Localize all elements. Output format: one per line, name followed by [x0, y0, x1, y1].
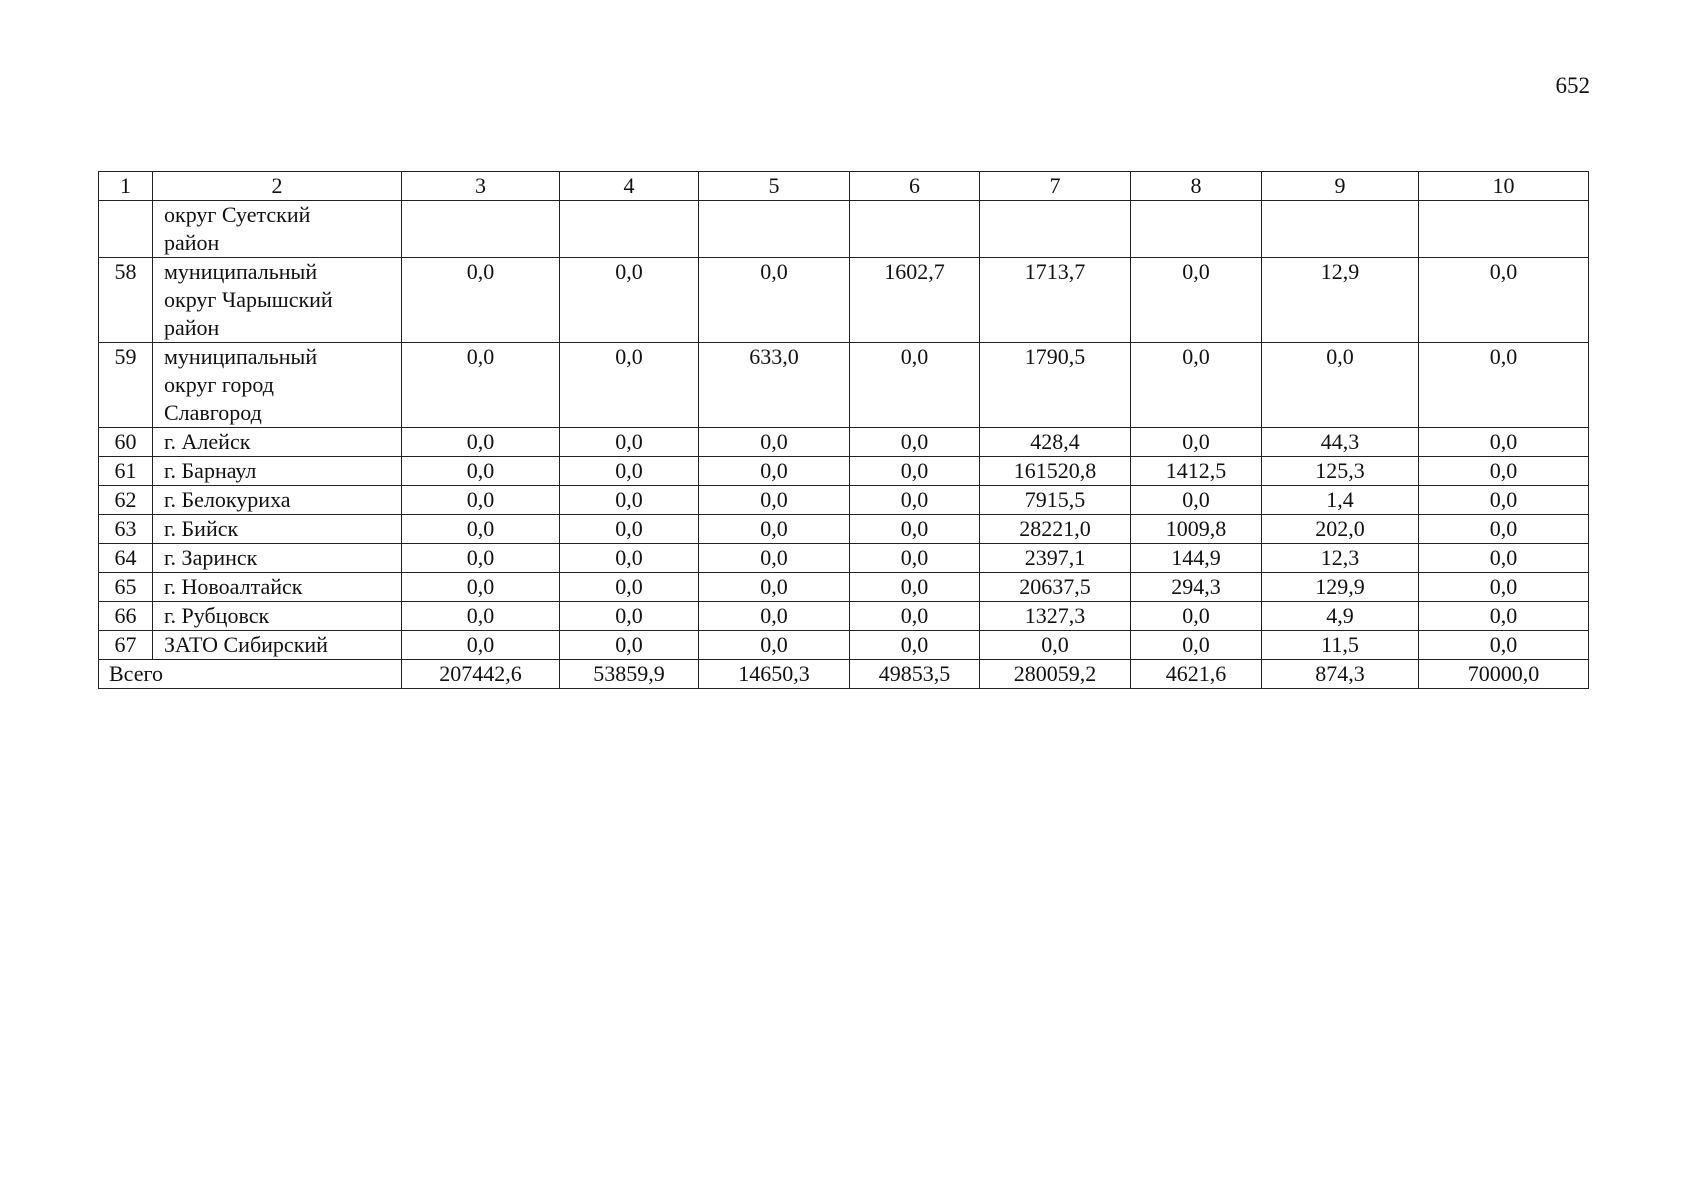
data-table — [98, 171, 1589, 689]
value-cell-col-5: 0,0 — [699, 515, 850, 544]
municipality-name — [153, 631, 402, 660]
value-cell-col-3: 0,0 — [402, 544, 560, 573]
value-cell-col-6: 1602,7 — [850, 258, 980, 343]
municipality-name-line: округ город — [164, 372, 274, 397]
value-cell-col-8: 0,0 — [1131, 258, 1262, 343]
table-row — [99, 631, 1589, 660]
municipality-name — [153, 544, 402, 573]
value-cell-col-9 — [1262, 201, 1419, 258]
value-cell-col-9: 1,4 — [1262, 486, 1419, 515]
value-cell-col-9: 202,0 — [1262, 515, 1419, 544]
value-cell-col-7: 28221,0 — [980, 515, 1131, 544]
row-number: 66 — [99, 602, 153, 631]
municipality-name-line: Славгород — [164, 400, 262, 425]
value-cell-col-9: 129,9 — [1262, 573, 1419, 602]
municipality-name-line: г. Заринск — [164, 545, 258, 570]
value-cell-col-10: 0,0 — [1419, 486, 1589, 515]
table-row — [99, 515, 1589, 544]
column-header-9: 9 — [1262, 172, 1419, 201]
table-row — [99, 428, 1589, 457]
total-value-col-9: 874,3 — [1262, 660, 1419, 689]
municipality-name — [153, 201, 402, 258]
municipality-name-line: г. Рубцовск — [164, 603, 270, 628]
value-cell-col-5: 633,0 — [699, 343, 850, 428]
value-cell-col-10: 0,0 — [1419, 602, 1589, 631]
value-cell-col-4: 0,0 — [560, 573, 699, 602]
municipality-name — [153, 602, 402, 631]
municipality-name-line: г. Алейск — [164, 429, 251, 454]
row-number: 62 — [99, 486, 153, 515]
value-cell-col-10: 0,0 — [1419, 515, 1589, 544]
total-value-col-10: 70000,0 — [1419, 660, 1589, 689]
value-cell-col-9: 0,0 — [1262, 343, 1419, 428]
value-cell-col-5: 0,0 — [699, 486, 850, 515]
municipality-name — [153, 486, 402, 515]
value-cell-col-3: 0,0 — [402, 631, 560, 660]
row-number: 60 — [99, 428, 153, 457]
value-cell-col-3: 0,0 — [402, 258, 560, 343]
value-cell-col-4: 0,0 — [560, 544, 699, 573]
value-cell-col-4 — [560, 201, 699, 258]
total-value-col-3: 207442,6 — [402, 660, 560, 689]
value-cell-col-6 — [850, 201, 980, 258]
value-cell-col-4: 0,0 — [560, 602, 699, 631]
table-row — [99, 457, 1589, 486]
value-cell-col-5: 0,0 — [699, 573, 850, 602]
municipality-name — [153, 515, 402, 544]
value-cell-col-8: 0,0 — [1131, 486, 1262, 515]
value-cell-col-5: 0,0 — [699, 428, 850, 457]
table-body — [99, 201, 1589, 689]
value-cell-col-3: 0,0 — [402, 428, 560, 457]
column-header-6: 6 — [850, 172, 980, 201]
value-cell-col-7: 7915,5 — [980, 486, 1131, 515]
table-row — [99, 486, 1589, 515]
row-number — [99, 201, 153, 258]
value-cell-col-8: 294,3 — [1131, 573, 1262, 602]
municipality-name-line: г. Белокуриха — [164, 487, 291, 512]
value-cell-col-10: 0,0 — [1419, 573, 1589, 602]
municipality-name-line: район — [164, 315, 220, 340]
municipality-name — [153, 573, 402, 602]
value-cell-col-6: 0,0 — [850, 515, 980, 544]
value-cell-col-6: 0,0 — [850, 457, 980, 486]
value-cell-col-7: 20637,5 — [980, 573, 1131, 602]
value-cell-col-3: 0,0 — [402, 343, 560, 428]
row-number: 61 — [99, 457, 153, 486]
value-cell-col-8: 0,0 — [1131, 428, 1262, 457]
value-cell-col-7 — [980, 201, 1131, 258]
value-cell-col-6: 0,0 — [850, 631, 980, 660]
column-header-4: 4 — [560, 172, 699, 201]
municipality-name — [153, 343, 402, 428]
value-cell-col-5: 0,0 — [699, 258, 850, 343]
value-cell-col-6: 0,0 — [850, 544, 980, 573]
value-cell-col-8: 1412,5 — [1131, 457, 1262, 486]
total-value-col-8: 4621,6 — [1131, 660, 1262, 689]
municipality-name-line: ЗАТО Сибирский — [164, 632, 328, 657]
value-cell-col-6: 0,0 — [850, 486, 980, 515]
value-cell-col-10: 0,0 — [1419, 343, 1589, 428]
value-cell-col-8: 0,0 — [1131, 602, 1262, 631]
column-header-5: 5 — [699, 172, 850, 201]
column-header-7: 7 — [980, 172, 1131, 201]
column-header-1: 1 — [99, 172, 153, 201]
total-value-col-5: 14650,3 — [699, 660, 850, 689]
municipality-name — [153, 457, 402, 486]
row-number: 65 — [99, 573, 153, 602]
value-cell-col-7: 1713,7 — [980, 258, 1131, 343]
row-number: 58 — [99, 258, 153, 343]
value-cell-col-3 — [402, 201, 560, 258]
value-cell-col-8: 1009,8 — [1131, 515, 1262, 544]
value-cell-col-9: 125,3 — [1262, 457, 1419, 486]
value-cell-col-5: 0,0 — [699, 457, 850, 486]
value-cell-col-3: 0,0 — [402, 457, 560, 486]
table-header — [99, 172, 1589, 201]
value-cell-col-10: 0,0 — [1419, 544, 1589, 573]
value-cell-col-6: 0,0 — [850, 428, 980, 457]
municipality-name-line: муниципальный — [164, 344, 318, 369]
municipality-name-line: г. Новоалтайск — [164, 574, 303, 599]
value-cell-col-4: 0,0 — [560, 631, 699, 660]
municipality-name-line: муниципальный — [164, 259, 318, 284]
value-cell-col-6: 0,0 — [850, 602, 980, 631]
municipality-name-line: г. Барнаул — [164, 458, 257, 483]
value-cell-col-10: 0,0 — [1419, 428, 1589, 457]
total-value-col-4: 53859,9 — [560, 660, 699, 689]
value-cell-col-6: 0,0 — [850, 343, 980, 428]
table-row — [99, 544, 1589, 573]
value-cell-col-10: 0,0 — [1419, 631, 1589, 660]
municipality-name-line: округ Чарышский — [164, 287, 333, 312]
value-cell-col-10: 0,0 — [1419, 457, 1589, 486]
value-cell-col-7: 1327,3 — [980, 602, 1131, 631]
column-header-10: 10 — [1419, 172, 1589, 201]
value-cell-col-7: 0,0 — [980, 631, 1131, 660]
value-cell-col-9: 11,5 — [1262, 631, 1419, 660]
value-cell-col-4: 0,0 — [560, 258, 699, 343]
value-cell-col-3: 0,0 — [402, 602, 560, 631]
total-label: Всего — [99, 660, 402, 689]
column-header-2: 2 — [153, 172, 402, 201]
value-cell-col-8: 0,0 — [1131, 343, 1262, 428]
municipality-name — [153, 258, 402, 343]
value-cell-col-8 — [1131, 201, 1262, 258]
value-cell-col-9: 12,3 — [1262, 544, 1419, 573]
value-cell-col-5 — [699, 201, 850, 258]
municipality-name-line: район — [164, 230, 220, 255]
page-number: 652 — [1555, 73, 1590, 98]
value-cell-col-8: 144,9 — [1131, 544, 1262, 573]
continuation-row — [99, 201, 1589, 258]
value-cell-col-6: 0,0 — [850, 573, 980, 602]
row-number: 64 — [99, 544, 153, 573]
value-cell-col-7: 1790,5 — [980, 343, 1131, 428]
value-cell-col-10: 0,0 — [1419, 258, 1589, 343]
value-cell-col-9: 4,9 — [1262, 602, 1419, 631]
total-value-col-7: 280059,2 — [980, 660, 1131, 689]
total-row — [99, 660, 1589, 689]
value-cell-col-5: 0,0 — [699, 602, 850, 631]
value-cell-col-3: 0,0 — [402, 486, 560, 515]
municipality-name-line: округ Суетский — [164, 202, 311, 227]
value-cell-col-5: 0,0 — [699, 631, 850, 660]
value-cell-col-4: 0,0 — [560, 343, 699, 428]
column-header-3: 3 — [402, 172, 560, 201]
municipality-name — [153, 428, 402, 457]
value-cell-col-7: 2397,1 — [980, 544, 1131, 573]
value-cell-col-3: 0,0 — [402, 573, 560, 602]
value-cell-col-5: 0,0 — [699, 544, 850, 573]
value-cell-col-7: 161520,8 — [980, 457, 1131, 486]
table-row — [99, 573, 1589, 602]
header-row — [99, 172, 1589, 201]
value-cell-col-7: 428,4 — [980, 428, 1131, 457]
value-cell-col-9: 44,3 — [1262, 428, 1419, 457]
value-cell-col-4: 0,0 — [560, 515, 699, 544]
value-cell-col-9: 12,9 — [1262, 258, 1419, 343]
row-number: 59 — [99, 343, 153, 428]
value-cell-col-4: 0,0 — [560, 457, 699, 486]
value-cell-col-4: 0,0 — [560, 486, 699, 515]
value-cell-col-8: 0,0 — [1131, 631, 1262, 660]
column-header-8: 8 — [1131, 172, 1262, 201]
municipality-name-line: г. Бийск — [164, 516, 239, 541]
value-cell-col-4: 0,0 — [560, 428, 699, 457]
table-row — [99, 602, 1589, 631]
row-number: 63 — [99, 515, 153, 544]
total-value-col-6: 49853,5 — [850, 660, 980, 689]
value-cell-col-3: 0,0 — [402, 515, 560, 544]
table-row — [99, 258, 1589, 343]
value-cell-col-10 — [1419, 201, 1589, 258]
table-row — [99, 343, 1589, 428]
row-number: 67 — [99, 631, 153, 660]
